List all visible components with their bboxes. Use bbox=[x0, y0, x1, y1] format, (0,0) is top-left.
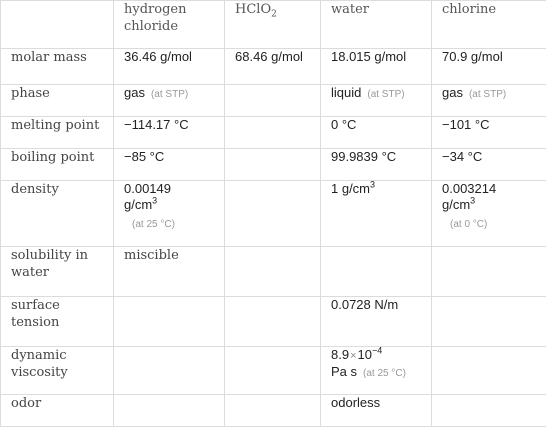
col-header-chlorous-acid-base: HClO bbox=[235, 2, 271, 17]
row-phase bbox=[1, 85, 546, 117]
phase-value: gas bbox=[124, 85, 145, 100]
surface-tension-chlorine bbox=[432, 297, 546, 347]
multiply-sign: × bbox=[349, 350, 357, 362]
boiling-point-chlorine: −34 °C bbox=[432, 149, 546, 181]
corner-cell bbox=[1, 1, 114, 49]
molar-mass-chlorous-acid: 68.46 g/mol bbox=[225, 49, 321, 85]
col-header-chlorous-acid bbox=[225, 1, 321, 49]
density-note: (at 0 °C) bbox=[450, 217, 536, 233]
solubility-water bbox=[321, 247, 432, 297]
row-solubility bbox=[1, 247, 546, 297]
phase-chlorine bbox=[432, 85, 546, 117]
molar-mass-chlorine: 70.9 g/mol bbox=[432, 49, 546, 85]
phase-note: (at STP) bbox=[151, 89, 188, 100]
viscosity-note: (at 25 °C) bbox=[363, 368, 406, 379]
row-label-boiling-point: boiling point bbox=[1, 149, 114, 181]
row-density bbox=[1, 181, 546, 247]
density-chlorous-acid bbox=[225, 181, 321, 247]
density-unit: 1 g/cm bbox=[331, 181, 370, 196]
col-header-chlorous-acid-subscript: 2 bbox=[271, 10, 277, 20]
col-header-chlorine: chlorine bbox=[432, 1, 546, 49]
phase-value: gas bbox=[442, 85, 463, 100]
density-chlorine bbox=[432, 181, 546, 247]
row-melting-point bbox=[1, 117, 546, 149]
odor-chlorous-acid bbox=[225, 395, 321, 427]
phase-hydrogen-chloride bbox=[114, 85, 225, 117]
molar-mass-hydrogen-chloride: 36.46 g/mol bbox=[114, 49, 225, 85]
density-note: (at 25 °C) bbox=[132, 217, 214, 233]
viscosity-chlorine bbox=[432, 347, 546, 395]
row-label-molar-mass: molar mass bbox=[1, 49, 114, 85]
row-label-odor: odor bbox=[1, 395, 114, 427]
melting-point-water: 0 °C bbox=[321, 117, 432, 149]
surface-tension-water: 0.0728 N/m bbox=[321, 297, 432, 347]
boiling-point-chlorous-acid bbox=[225, 149, 321, 181]
viscosity-water bbox=[321, 347, 432, 395]
odor-chlorine bbox=[432, 395, 546, 427]
surface-tension-chlorous-acid bbox=[225, 297, 321, 347]
row-label-line: water bbox=[11, 265, 49, 280]
density-unit: g/cm bbox=[442, 197, 470, 212]
boiling-point-hydrogen-chloride: −85 °C bbox=[114, 149, 225, 181]
phase-note: (at STP) bbox=[367, 89, 404, 100]
row-boiling-point bbox=[1, 149, 546, 181]
row-label-line: surface bbox=[11, 298, 60, 313]
density-number: 0.00149 bbox=[124, 181, 171, 196]
density-water bbox=[321, 181, 432, 247]
header-row bbox=[1, 1, 546, 49]
col-header-hydrogen-chloride: hydrogen chloride bbox=[114, 1, 225, 49]
viscosity-mantissa: 8.9 bbox=[331, 347, 349, 362]
density-hydrogen-chloride bbox=[114, 181, 225, 247]
viscosity-chlorous-acid bbox=[225, 347, 321, 395]
density-unit: g/cm bbox=[124, 197, 152, 212]
viscosity-unit: Pa s bbox=[331, 364, 357, 379]
melting-point-hydrogen-chloride: −114.17 °C bbox=[114, 117, 225, 149]
melting-point-chlorous-acid bbox=[225, 117, 321, 149]
row-label-melting-point: melting point bbox=[1, 117, 114, 149]
row-label-surface-tension bbox=[1, 297, 114, 347]
row-odor bbox=[1, 395, 546, 427]
row-label-density: density bbox=[1, 181, 114, 247]
row-label-line: tension bbox=[11, 315, 59, 330]
odor-water: odorless bbox=[321, 395, 432, 427]
phase-water bbox=[321, 85, 432, 117]
solubility-chlorine bbox=[432, 247, 546, 297]
phase-value: liquid bbox=[331, 85, 361, 100]
density-unit-exponent: 3 bbox=[152, 196, 157, 206]
viscosity-hydrogen-chloride bbox=[114, 347, 225, 395]
col-header-water: water bbox=[321, 1, 432, 49]
surface-tension-hydrogen-chloride bbox=[114, 297, 225, 347]
density-unit-exponent: 3 bbox=[370, 181, 375, 190]
phase-note: (at STP) bbox=[469, 89, 506, 100]
row-dynamic-viscosity bbox=[1, 347, 546, 395]
row-label-dynamic-viscosity bbox=[1, 347, 114, 395]
phase-chlorous-acid bbox=[225, 85, 321, 117]
solubility-chlorous-acid bbox=[225, 247, 321, 297]
row-label-phase: phase bbox=[1, 85, 114, 117]
viscosity-base: 10 bbox=[358, 347, 372, 362]
molar-mass-water: 18.015 g/mol bbox=[321, 49, 432, 85]
melting-point-chlorine: −101 °C bbox=[432, 117, 546, 149]
row-surface-tension bbox=[1, 297, 546, 347]
row-molar-mass bbox=[1, 49, 546, 85]
row-label-line: viscosity bbox=[11, 365, 68, 380]
row-label-line: solubility in bbox=[11, 248, 88, 263]
solubility-hydrogen-chloride: miscible bbox=[114, 247, 225, 297]
row-label-solubility bbox=[1, 247, 114, 297]
viscosity-exponent: −4 bbox=[372, 347, 382, 356]
density-number: 0.003214 bbox=[442, 181, 496, 196]
row-label-line: dynamic bbox=[11, 348, 67, 363]
density-unit-exponent: 3 bbox=[470, 196, 475, 206]
boiling-point-water: 99.9839 °C bbox=[321, 149, 432, 181]
odor-hydrogen-chloride bbox=[114, 395, 225, 427]
